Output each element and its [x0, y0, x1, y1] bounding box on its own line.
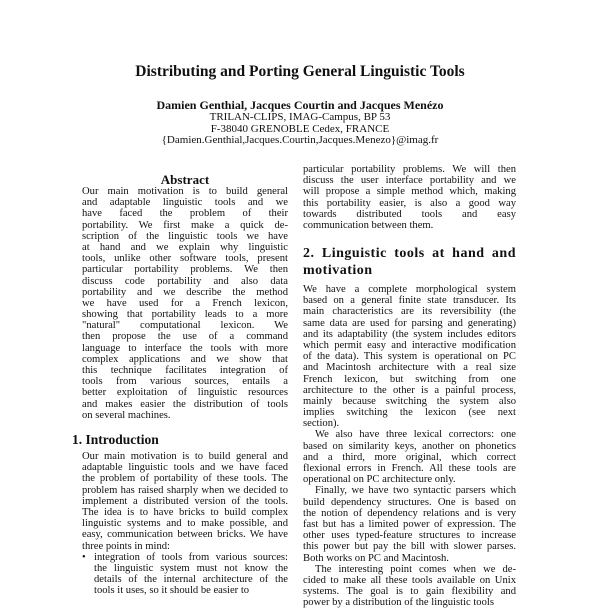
text-line: same data are used for parsing and generating): [303, 317, 516, 329]
text-line: the linguistic system must not know the: [94, 562, 288, 574]
introduction-body: [82, 451, 288, 600]
text-line: section).: [303, 418, 340, 430]
text-line: Finally, we have two syntactic parsers which: [315, 485, 516, 497]
text-line: and a third, more original, which correct: [303, 451, 516, 463]
text-line: towards distributed tools and easy: [303, 208, 516, 220]
text-line: main characteristics are its reversibility (the: [303, 306, 516, 318]
paper-title: Distributing and Porting General Linguistic Tools: [135, 63, 465, 80]
text-line: portability and we describe the method: [82, 286, 288, 298]
author-block: [0, 100, 600, 146]
text-line: The idea is to have bricks to build complex: [82, 506, 288, 518]
text-line: mainly because switching the system also: [303, 395, 516, 407]
text-line: the notion of dependency relations and is very: [303, 507, 516, 519]
text-line: this technique facilitates integration of: [82, 365, 288, 376]
text-line: and its adaptability (the system includes editors: [303, 328, 516, 340]
address: F-38040 GRENOBLE Cedex, FRANCE: [210, 122, 390, 135]
text-line: linguistic systems and to make possible, and: [82, 518, 288, 530]
text-line: will propose a simple method which, making: [303, 186, 516, 198]
bullet-item: [82, 552, 288, 597]
introduction-paragraphs: [82, 451, 288, 552]
text-line: flexional errors in French. All these tools are: [303, 463, 516, 474]
text-line: and Macintosh architecture with a real size: [303, 362, 516, 374]
text-line: details of the internal architecture of the: [94, 574, 288, 586]
text-line: and makes easier the distribution of tools: [82, 398, 288, 410]
text-line: systems. The goal is to gain flexibility and: [303, 586, 516, 598]
text-line: on several machines.: [82, 409, 171, 421]
text-line: discuss the user interface portability and we: [303, 175, 516, 187]
text-line: particular portability problems. We will then: [303, 164, 516, 175]
text-line: build dependency structures. One is based on: [303, 496, 516, 508]
section2-heading-line1: 2. Linguistic tools at hand and: [303, 246, 516, 261]
text-line: have faced the problem of their: [82, 208, 288, 220]
text-line: We also have three lexical correctors: one: [315, 429, 516, 441]
text-line: cided to make all these tools available on Unix: [303, 574, 516, 586]
text-line: Our main motivation is to build general and: [82, 451, 288, 462]
text-line: tools, unlike other software tools, present: [82, 253, 288, 265]
affiliation: TRILAN-CLIPS, IMAG-Campus, BP 53: [209, 111, 391, 124]
text-line: French lexicon, but switching from one: [303, 373, 516, 385]
text-line: language to interface the tools with more: [82, 342, 288, 354]
text-line: which permit easy and interactive modification: [303, 339, 516, 351]
text-line: adaptable linguistic tools and we have faced: [82, 462, 288, 474]
text-line: Our main motivation is to build general: [82, 186, 288, 197]
email: {Damien.Genthial,Jacques.Courtin,Jacques.Menezo}@imag.fr: [161, 133, 439, 146]
text-line: fast but has a limited power of expression. The: [303, 518, 516, 530]
abstract-body: [82, 186, 288, 421]
abstract-heading: Abstract: [160, 172, 210, 187]
text-line: showing that portability leads to a more: [82, 309, 288, 321]
text-line: integration of tools from various sources:: [94, 551, 288, 563]
text-line: implies switching the lexicon (see next: [303, 407, 516, 419]
text-line: complex applications and we show that: [82, 353, 288, 365]
text-line: based on a general finite state transducer. Its: [303, 295, 516, 307]
text-line: problem has raised sharply when we decided to: [82, 484, 288, 496]
bullet-text: [94, 552, 288, 597]
text-line: implement a distributed version of the tools.: [82, 495, 288, 507]
text-line: scription of the linguistic tools we have: [82, 230, 288, 242]
text-line: We have a complete morphological system: [303, 284, 516, 295]
text-line: based on similarity keys, another on phonetics: [303, 440, 516, 452]
text-line: tools it uses, so it should be easier to: [94, 585, 250, 597]
text-line: easy, communication between bricks. We have: [82, 529, 288, 541]
text-line: three points in mind:: [82, 540, 170, 552]
text-line: we have used for a French lexicon,: [82, 297, 288, 309]
bullet-marker: •: [82, 551, 86, 563]
text-line: of the data). This system is operational on PC: [303, 351, 516, 363]
text-line: the problem of portability of these tools. The: [82, 473, 288, 485]
text-line: communication between them.: [303, 219, 434, 231]
text-line: The interesting point comes when we de-: [315, 563, 516, 575]
section2-body: [303, 284, 516, 608]
text-line: portability. We first make a quick de-: [82, 219, 288, 231]
text-line: and adaptable linguistic tools and we: [82, 197, 288, 209]
text-line: Both works on PC and Macintosh.: [303, 552, 449, 564]
section2-heading: [303, 245, 516, 279]
text-line: "natural" computational lexicon. We: [82, 320, 288, 332]
text-line: better exploitation of linguistic resources: [82, 387, 288, 399]
text-line: architecture to the other is a painful process,: [303, 384, 516, 396]
author-names: Damien Genthial, Jacques Courtin and Jacques Menézo: [156, 98, 444, 112]
text-line: operational on PC architecture only.: [303, 474, 456, 486]
introduction-heading: 1. Introduction: [72, 432, 159, 447]
text-line: this portability easier, is also a good way: [303, 197, 516, 209]
text-line: tools from various sources, entails a: [82, 376, 288, 388]
text-line: then propose the use of a command: [82, 331, 288, 343]
text-line: power by a distribution of the linguistic tools: [303, 597, 494, 608]
right-column-continuation: [303, 164, 516, 231]
text-line: this power but pay the bill with slower parses.: [303, 541, 516, 553]
text-line: other uses typed-feature structures to increase: [303, 530, 516, 542]
section2-heading-line2: motivation: [303, 263, 373, 278]
text-line: particular portability problems. We then: [82, 264, 288, 276]
text-line: discuss code portability and also data: [82, 275, 288, 287]
text-line: at hand and we explain why linguistic: [82, 241, 288, 253]
